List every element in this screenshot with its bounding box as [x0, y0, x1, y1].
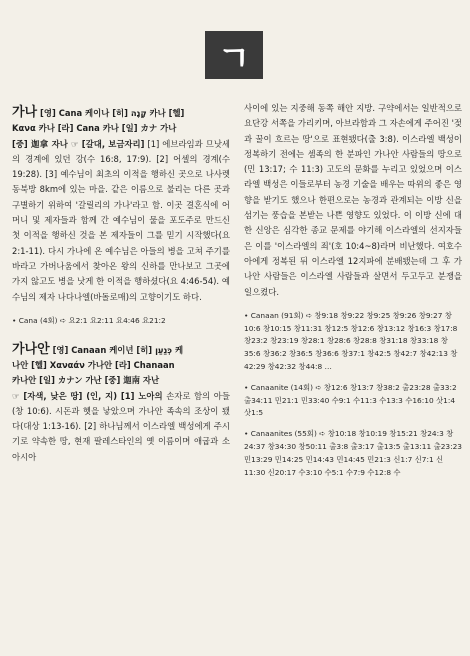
- headword-ganaan: 가나안: [12, 341, 50, 357]
- ganaan-definition-body: 사이에 있는 지중해 동쪽 해안 지방. 구약에서는 일반적으로 요단강 서쪽을 가리키며, 아브라함과 그 자손에게 주어진 '젖과 꿀이 흐르는 땅'으로 표현됐다(출 3:8). 이스라엘 백성이 정복하기 전에는 셈족의 한 분파인 가나안 사람들의 땅으로(민 13:17; 수 11:3) 고도의 문화를 누리고 있었으며 이스라엘 백성은 이들로부터 농경 기술을 배우는 따위의 좋은 영향을 받기도 했으나 한편으로는 농경과 관계되는 이방 신을 섬기는 풍습을 본받는 나쁜 영향도 있었다. 이 이방 신에 대한 신앙은 심각한 종교 문제를 야기해 이스라엘의 선지자들은 이를 '이스라엘의 죄'(호 10:4~8)라며 비난했다. 여호수아에게 정복된 뒤 이스라엘 12지파에 분배됐는데 그 후 가나안 사람들은 이스라엘 사람들과 살면서 두고두고 분쟁을 일으켰다.: [244, 103, 462, 297]
- ganaan-lang-line-1: [영] Canaan 케이넌 [히] כְּנַעַן 케: [49, 344, 184, 355]
- canaanite-references: • Canaanite (14회) ➪ 창12:6 창13:7 창38:2 출23:28 출33:2 출34:11 민21:1 민33:40 수9:1 수11:3 수13:3 수16:10 삿1:4 삿1:5: [244, 382, 457, 418]
- gana-definition: [1] 에브라임과 므낫세의 경계에 있던 강(수 16:8, 17:9). [2] 어셀의 경계(수 19:28). [3] 예수님이 최초의 이적을 행하신 곳으로 나사렛 동북방 8km에 있는 마을. 같은 이름으로 불리는 다른 곳과 구별하기 위하여 '갈릴리의 가나'라고 함. 이곳 결혼식에 어머니 및 제자들과 함께 간 예수님이 물을 포도주로 만드신 첫 이적을 행하신 것을 본 제자들이 그를 믿기 시작했다(요 2:1-11). 다시 가나에 온 예수님은 아들의 병을 고쳐 주기를 바라고 가버나움에서 찾아온 왕의 신하를 만나보고 그곳에 가지 않고도 병을 낫게 한 이적을 행하셨다(요 4:46-54). 예수님의 제자 나다나엘(바돌로매)의 고향이기도 하다.: [12, 138, 230, 302]
- gana-lang-line-3: [중] 迦拿 자나 ☞ [갈대, 보금자리]: [12, 138, 145, 149]
- canaanites-references: • Canaanites (55회) ➪ 창10:18 창10:19 창15:21 창24:3 창24:37 창34:30 창50:11 출3:8 출3:17 출13:5 출13:11 출23:23 민13:29 민14:25 민14:43 민14:45 민21:3 신1:7 신7:1 신11:30 신20:17 수3:10 수5:1 수7:9 수12:8 수: [244, 429, 463, 477]
- canaan-references: • Canaan (91회) ➪ 창9:18 창9:22 창9:25 창9:26 창9:27 창10:6 창10:15 창11:31 창12:5 창12:6 창13:12 창16:3 창17:8 창23:2 창23:19 창28:1 창28:6 창28:8 창31:18 창33:18 창35:6 창36:2 창36:5 창36:6 창37:1 창42:5 창42:7 창42:13 창42:29 창42:32 창44:8 …: [244, 310, 458, 372]
- gana-references: • Cana (4회) ➪ 요2:1 요2:11 요4:46 요21:2: [12, 315, 166, 325]
- section-letter-tab: ㄱ: [205, 31, 263, 79]
- entry-ganaan: [12, 342, 230, 465]
- entry-gana: [12, 105, 230, 305]
- gana-lang-line-2: Κανα 카나 [라] Cana 카나 [일] カナ 가나: [12, 123, 177, 134]
- right-column: [244, 101, 462, 479]
- ganaan-lang-line-4: ☞ [자색, 낮은 땅] (인, 지) [1] 노아의: [12, 390, 163, 401]
- ganaan-lang-line-2: 나안 [헬] Χαναάν 가나안 [라] Chanaan: [12, 359, 175, 370]
- ganaan-definition-continued: [244, 101, 462, 300]
- ganaan-lang-line-3: 카나안 [일] カナン 가난 [중] 迦南 자난: [12, 375, 160, 386]
- gana-lang-line-1: [영] Cana 케이나 [히] קָנָה 카나 [헬]: [37, 108, 185, 118]
- headword-gana: 가나: [12, 105, 38, 120]
- left-column: [12, 105, 230, 475]
- ganaan-definition-start: 손자로 함의 아들(창 10:6). 시돈과 헷을 낳았으며 가나안 족속의 조상이 됐다(대상 1:13-16). [2] 하나님께서 이스라엘 백성에게 주시기로 약속한 땅, 현재 팔레스타인의 옛 이름이며 애굽과 소아시아: [12, 390, 230, 462]
